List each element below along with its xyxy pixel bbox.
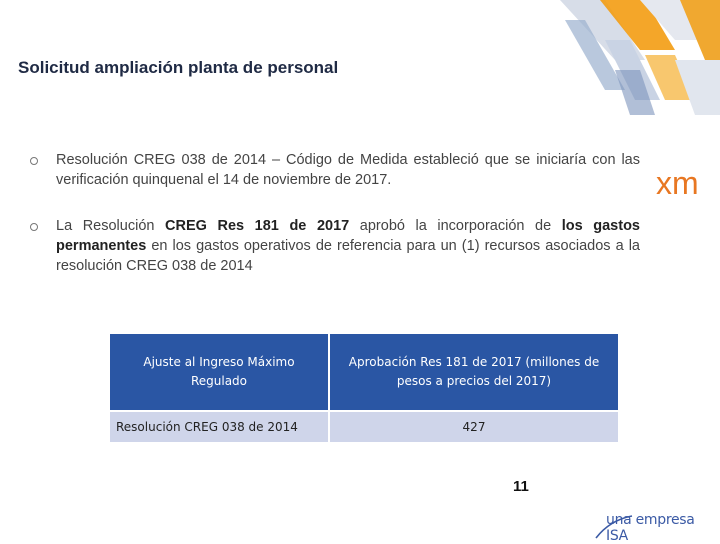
bullet-text-part: La Resolución (56, 218, 166, 234)
bullet-item-2 (30, 216, 640, 276)
bullet-text: Resolución CREG 038 de 2014 – Código de Medida estableció que se iniciaría con las verificación quinquenal el 14 de noviembre de 2017. (56, 152, 640, 188)
xm-logo (654, 162, 706, 202)
bullet-text-bold: CREG Res 181 de 2017 (165, 218, 350, 234)
bullet-text-bold: los gastos permanentes (56, 218, 640, 254)
footer-brand: una empresa ISA (606, 512, 695, 544)
table-header: Aprobación Res 181 de 2017 (millones de pesos a precios del 2017) (330, 334, 618, 410)
table-header: Ajuste al Ingreso Máximo Regulado (110, 334, 328, 410)
svg-text:xm: xm (656, 165, 699, 201)
bullet-circle-icon (30, 223, 38, 231)
page-title: Solicitud ampliación planta de personal (18, 58, 339, 77)
bullet-list (30, 150, 640, 276)
data-table (108, 332, 620, 444)
table-row (110, 412, 618, 442)
bullet-circle-icon (30, 157, 38, 165)
table-cell: Resolución CREG 038 de 2014 (110, 412, 328, 442)
bullet-item-1 (30, 150, 640, 190)
bullet-text-part: en los gastos operativos de referencia para un (1) recursos asociados a la resolución CREG 038 de 2014 (56, 238, 640, 274)
page-number: 11 (513, 478, 529, 495)
table-cell: 427 (330, 412, 618, 442)
decorative-header-graphic (545, 0, 720, 115)
bullet-text-part: aprobó la incorporación de (349, 218, 562, 234)
